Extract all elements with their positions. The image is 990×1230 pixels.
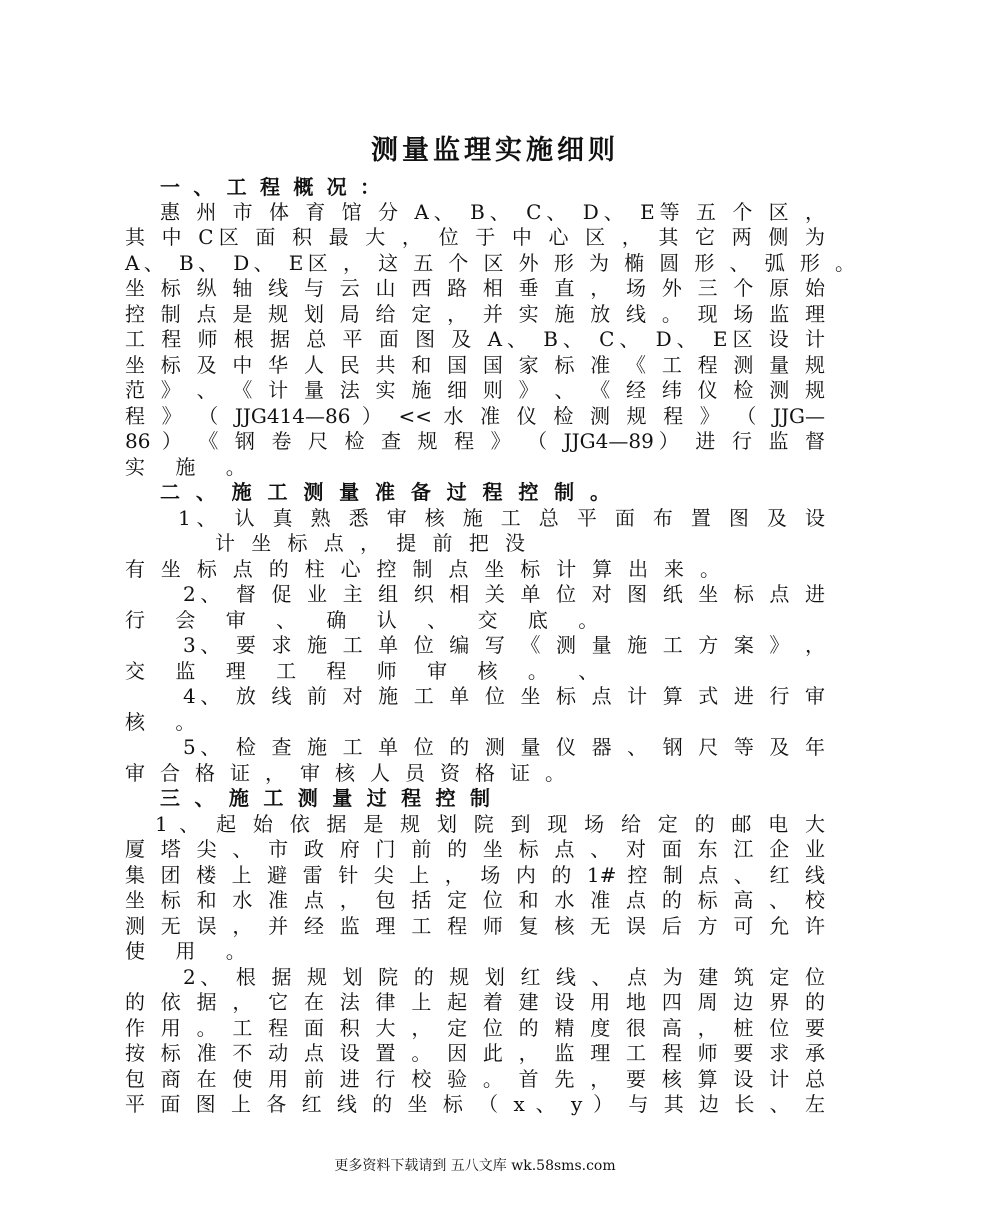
section-heading-2: 二 、 施 工 测 量 准 备 过 程 控 制 。 [160,480,610,504]
text-line: 的 依 据 ， 它 在 法 律 上 起 着 建 设 用 地 四 周 边 界 的 [125,990,825,1014]
text-line: 其 中 C区 面 积 最 大 ， 位 于 中 心 区 ， 其 它 两 侧 为 [125,225,825,249]
text-line: 2、 督 促 业 主 组 织 相 关 单 位 对 图 纸 坐 标 点 进 [183,582,825,606]
text-line: 平 面 图 上 各 红 线 的 坐 标 （ x 、 y ） 与 其 边 长 、 左 [125,1092,825,1116]
section-heading-1: 一 、 工 程 概 况 ： [160,175,380,199]
text-line: 计 坐 标 点 ， 提 前 把 没 [215,531,525,555]
section-heading-3: 三 、 施 工 测 量 过 程 控 制 [160,786,490,810]
text-line: A、 B、 D、 E区 ， 这 五 个 区 外 形 为 椭 圆 形 、 弧 形 。 [125,251,855,275]
text-line: 集 团 楼 上 避 雷 针 尖 上 ， 场 内 的 1# 控 制 点 、 红 线 [125,863,825,887]
text-line: 审 合 格 证 ， 审 核 人 员 资 格 证 。 [125,761,565,785]
text-line: 坐 标 及 中 华 人 民 共 和 国 国 家 标 准 《 工 程 测 量 规 [125,353,825,377]
text-line: 程 》 （ JJG414—86 ） << 水 准 仪 检 测 规 程 》 （ JJG— [125,404,825,428]
text-line: 86 ） 《 钢 卷 尺 检 查 规 程 》 （ JJG4—89） 进 行 监 督 [125,429,825,453]
text-line: 行 会 审 、 确 认 、 交 底 。 [125,608,611,632]
text-line: 3、 要 求 施 工 单 位 编 写 《 测 量 施 工 方 案 》 ， [183,633,825,657]
text-line: 坐 标 和 水 准 点 ， 包 括 定 位 和 水 准 点 的 标 高 、 校 [125,888,825,912]
text-line: 5、 检 查 施 工 单 位 的 测 量 仪 器 、 钢 尺 等 及 年 [183,735,825,759]
text-line: 控 制 点 是 规 划 局 给 定 ， 并 实 施 放 线 。 现 场 监 理 [125,302,825,326]
text-line: 厦 塔 尖 、 市 政 府 门 前 的 坐 标 点 、 对 面 东 江 企 业 [125,837,825,861]
text-line: 惠 州 市 体 育 馆 分 A、 B、 C、 D、 E等 五 个 区 ， [160,200,825,224]
text-line: 范 》 、 《 计 量 法 实 施 细 则 》 、 《 经 纬 仪 检 测 规 [125,378,825,402]
text-line: 测 无 误 ， 并 经 监 理 工 程 师 复 核 无 误 后 方 可 允 许 [125,914,825,938]
text-line: 1、 认 真 熟 悉 审 核 施 工 总 平 面 布 置 图 及 设 [178,506,825,530]
text-line: 核 。 [125,710,208,734]
page-footer: 更多资料下载请到 五八文库 wk.58sms.com [334,1158,616,1174]
text-line: 使 用 。 [125,939,258,963]
page-title: 测量监理实施细则 [371,135,619,166]
text-line: 实 施 。 [125,455,258,479]
text-line: 4、 放 线 前 对 施 工 单 位 坐 标 点 计 算 式 进 行 审 [183,684,825,708]
text-line: 1 、 起 始 依 据 是 规 划 院 到 现 场 给 定 的 邮 电 大 [155,812,825,836]
text-line: 交 监 理 工 程 师 审 核 。 、 [125,659,611,683]
text-line: 坐 标 纵 轴 线 与 云 山 西 路 相 垂 直 ， 场 外 三 个 原 始 [125,276,825,300]
text-line: 2、 根 据 规 划 院 的 规 划 红 线 、 点 为 建 筑 定 位 [183,965,825,989]
text-line: 按 标 准 不 动 点 设 置 。 因 此 ， 监 理 工 程 师 要 求 承 [125,1041,825,1065]
text-line: 作 用 。 工 程 面 积 大 ， 定 位 的 精 度 很 高 ， 桩 位 要 [125,1016,825,1040]
text-line: 包 商 在 使 用 前 进 行 校 验 。 首 先 ， 要 核 算 设 计 总 [125,1067,825,1091]
text-line: 工 程 师 根 据 总 平 面 图 及 A、 B、 C、 D、 E区 设 计 [125,327,825,351]
text-line: 有 坐 标 点 的 柱 心 控 制 点 坐 标 计 算 出 来 。 [125,557,720,581]
